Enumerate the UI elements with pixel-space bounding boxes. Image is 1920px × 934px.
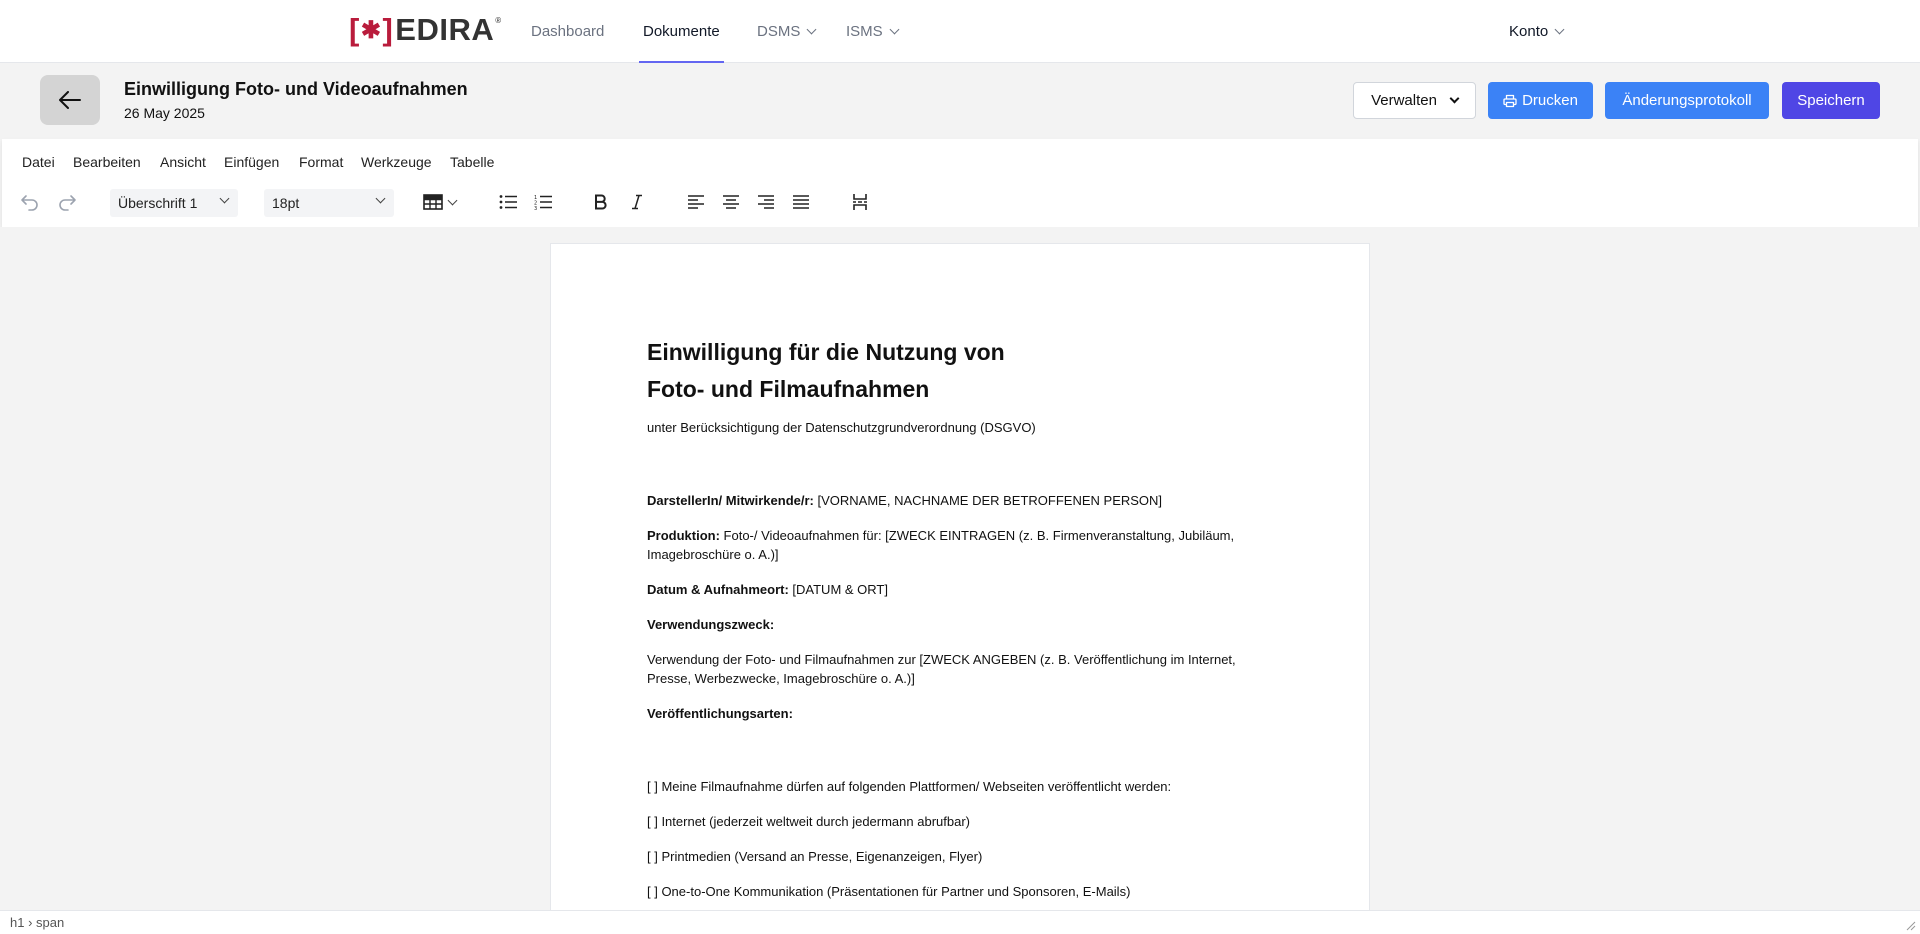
menu-ansicht[interactable]: Ansicht [160, 154, 206, 170]
production-paragraph [647, 526, 1267, 564]
option-item: [ ] Printmedien (Versand an Presse, Eigenanzeigen, Flyer) [647, 849, 983, 864]
align-right-button[interactable] [757, 187, 775, 217]
changelog-button[interactable] [1605, 82, 1769, 119]
person-label: DarstellerIn/ Mitwirkende/r: [647, 493, 814, 508]
italic-icon [631, 194, 643, 210]
nav-dokumente[interactable] [643, 0, 720, 63]
menu-einfuegen[interactable]: Einfügen [224, 154, 280, 170]
chevron-down-icon [1449, 94, 1459, 104]
person-value: [VORNAME, NACHNAME DER BETROFFENEN PERSON] [813, 493, 1163, 508]
option-item: [ ] One-to-One Kommunikation (Präsentationen für Partner und Sponsoren, E-Mails) [647, 884, 1131, 899]
option-item: [ ] Internet (jederzeit weltweit durch jedermann abrufbar) [647, 814, 970, 829]
bold-button[interactable] [594, 187, 608, 217]
align-right-icon [757, 194, 775, 210]
document-heading [647, 334, 1267, 408]
table-button[interactable] [423, 187, 456, 217]
document-date: 26 May 2025 [124, 105, 205, 121]
page-break-button[interactable] [852, 187, 868, 217]
save-button[interactable] [1782, 82, 1880, 119]
chevron-down-icon [448, 195, 458, 205]
date-paragraph [647, 580, 1267, 599]
undo-icon [20, 193, 40, 211]
manage-button-label: Verwalten [1371, 92, 1437, 109]
chevron-down-icon [376, 194, 386, 204]
nav-isms[interactable] [846, 0, 898, 63]
menu-werkzeuge[interactable]: Werkzeuge [361, 154, 432, 170]
account-menu[interactable] [1509, 0, 1563, 63]
option-item: [ ] Meine Filmaufnahme dürfen auf folgenden Plattformen/ Webseiten veröffentlicht werden: [647, 779, 1172, 794]
types-heading [647, 704, 1267, 723]
date-value: [DATUM & ORT] [788, 582, 888, 597]
logo-bracket-right: ] [382, 12, 394, 47]
numbered-list-icon [534, 194, 552, 210]
chevron-down-icon [220, 194, 230, 204]
top-navigation [0, 0, 1920, 63]
numbered-list-button[interactable] [534, 187, 552, 217]
menu-tabelle[interactable]: Tabelle [450, 154, 495, 170]
nav-dsms[interactable] [757, 0, 815, 63]
resize-handle-icon[interactable] [1904, 919, 1916, 931]
nav-isms-label: ISMS [846, 23, 883, 40]
italic-button[interactable] [631, 187, 643, 217]
production-value: Foto-/ Videoaufnahmen für: [ZWECK EINTRAGEN (z. B. Firmenveranstaltung, Jubiläum, Imagebroschüre o. A.)] [647, 528, 1235, 562]
table-icon [423, 194, 443, 210]
changelog-button-label: Änderungsprotokoll [1622, 92, 1752, 109]
nav-dsms-label: DSMS [757, 23, 801, 40]
align-left-button[interactable] [687, 187, 705, 217]
svg-text:3: 3 [534, 206, 538, 210]
redo-icon [57, 193, 77, 211]
block-format-value: Überschrift 1 [118, 195, 198, 211]
chevron-down-icon [1555, 25, 1565, 35]
document-page[interactable] [550, 243, 1370, 910]
font-size-select[interactable] [264, 189, 394, 217]
bullet-list-icon [499, 194, 517, 210]
editor-toolbar [2, 139, 1918, 227]
undo-button[interactable] [20, 187, 40, 217]
document-content[interactable] [647, 334, 1267, 910]
person-paragraph [647, 491, 1267, 510]
align-center-button[interactable] [722, 187, 740, 217]
chevron-down-icon [889, 25, 899, 35]
document-header [0, 63, 1920, 139]
production-label: Produktion: [647, 528, 720, 543]
align-center-icon [722, 194, 740, 210]
bullet-list-button[interactable] [499, 187, 517, 217]
editor-workspace [0, 227, 1920, 910]
save-button-label: Speichern [1797, 92, 1865, 109]
purpose-label: Verwendungszweck: [647, 617, 775, 632]
arrow-left-icon [59, 91, 81, 109]
manage-button[interactable] [1353, 82, 1476, 119]
date-label: Datum & Aufnahmeort: [647, 582, 789, 597]
menu-datei[interactable]: Datei [22, 154, 55, 170]
logo-bracket-left: [ [349, 12, 360, 47]
logo-text: EDIRA [395, 12, 495, 47]
bold-icon [594, 194, 608, 210]
nav-dashboard[interactable] [531, 0, 604, 63]
svg-text:2: 2 [534, 200, 538, 207]
heading-line-2: Foto- und Filmaufnahmen [647, 376, 930, 402]
print-button[interactable] [1488, 82, 1593, 119]
heading-line-1: Einwilligung für die Nutzung von [647, 339, 1005, 365]
page-break-icon [852, 193, 868, 211]
nav-dokumente-label: Dokumente [643, 23, 720, 40]
block-format-select[interactable] [110, 189, 238, 217]
align-justify-icon [792, 194, 810, 210]
printer-icon [1503, 94, 1517, 108]
menu-bearbeiten[interactable]: Bearbeiten [73, 154, 141, 170]
account-label: Konto [1509, 23, 1549, 40]
chevron-down-icon [807, 25, 817, 35]
nav-dashboard-label: Dashboard [531, 23, 605, 40]
edira-logo[interactable] [349, 14, 502, 46]
redo-button[interactable] [57, 187, 77, 217]
document-subtitle: unter Berücksichtigung der Datenschutzgrundverordnung (DSGVO) [647, 420, 1036, 435]
logo-registered-mark: ® [495, 15, 502, 25]
menu-format[interactable]: Format [299, 154, 344, 170]
back-button[interactable] [40, 75, 100, 125]
purpose-heading [647, 615, 1267, 634]
align-left-icon [687, 194, 705, 210]
editor-statusbar [0, 910, 1920, 934]
purpose-paragraph: Verwendung der Foto- und Filmaufnahmen zur [ZWECK ANGEBEN (z. B. Veröffentlichung im Internet, Presse, Werbezwecke, Imagebroschüre o. A.)] [647, 652, 1236, 686]
svg-text:1: 1 [534, 195, 538, 201]
align-justify-button[interactable] [792, 187, 810, 217]
font-size-value: 18pt [272, 195, 300, 211]
types-label: Veröffentlichungsarten: [647, 706, 793, 721]
logo-star-icon: ✱ [360, 16, 382, 44]
document-title: Einwilligung Foto- und Videoaufnahmen [124, 79, 468, 99]
print-button-label: Drucken [1522, 92, 1578, 109]
element-path[interactable]: h1 › span [10, 915, 65, 930]
